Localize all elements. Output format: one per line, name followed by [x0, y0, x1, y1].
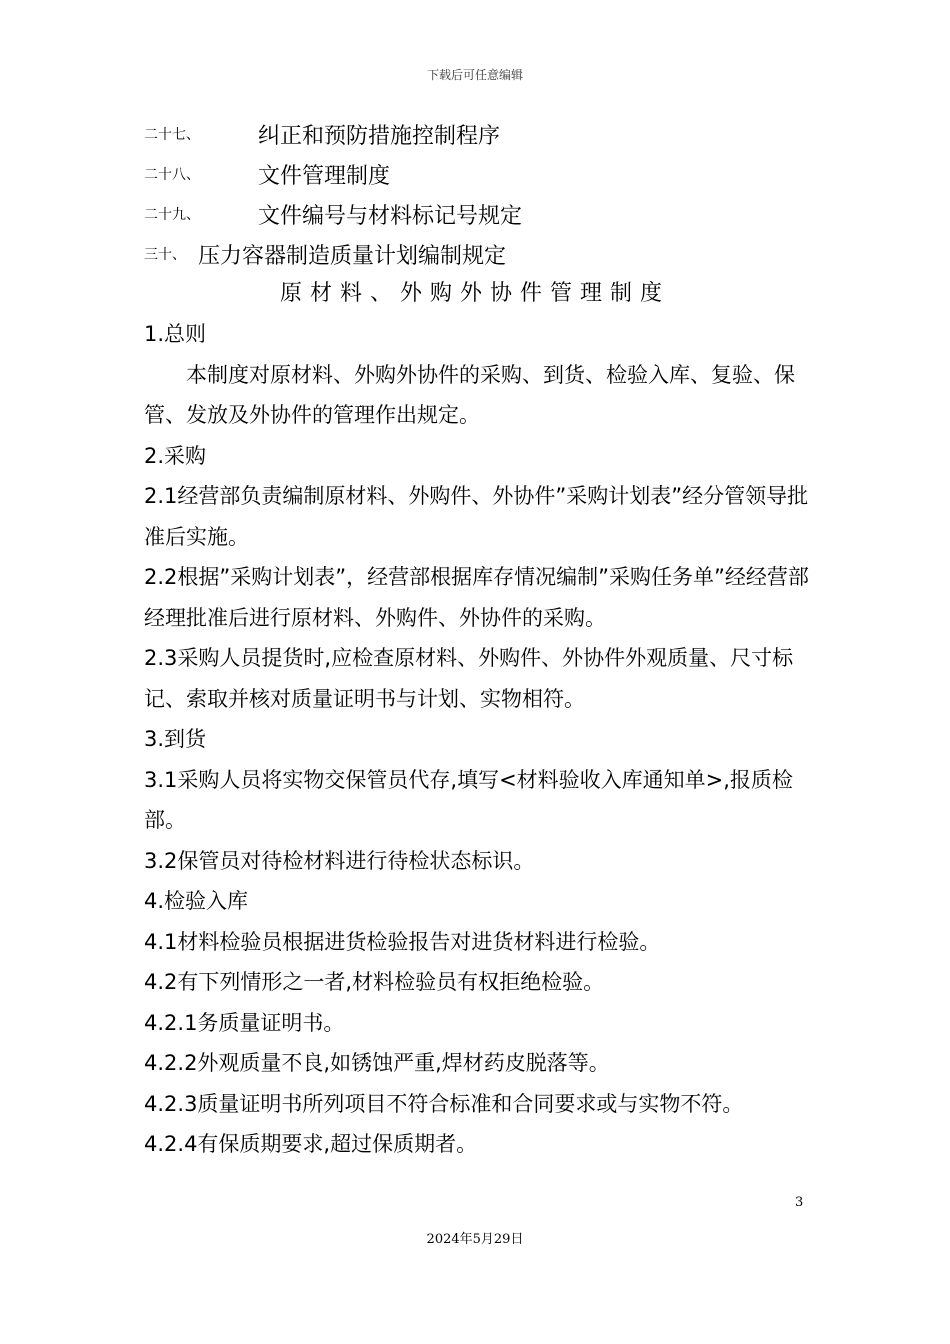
- paragraph: 4.2有下列情形之一者,材料检验员有权拒绝检验。: [144, 970, 605, 994]
- toc-item-number: 二十八、: [144, 167, 200, 183]
- paragraph: 3.2保管员对待检材料进行待检状态标识。: [144, 848, 535, 873]
- paragraph: 4.1材料检验员根据进货检验报告对进货材料进行检验。: [144, 929, 661, 954]
- page-footer-date: 2024年5月29日: [426, 1232, 524, 1247]
- document-body: [144, 314, 814, 1165]
- section-heading: 4.检验入库: [144, 889, 249, 913]
- toc-item-title: 纠正和预防措施控制程序: [258, 123, 501, 149]
- toc-item-number: 二十七、: [144, 127, 200, 143]
- page-header: 下载后可任意编辑: [426, 68, 523, 82]
- paragraph: 4.2.2外观质量不良,如锈蚀严重,焊材药皮脱落等。: [144, 1051, 610, 1075]
- paragraph: 4.2.1务质量证明书。: [144, 1010, 345, 1035]
- section-heading: 2.采购: [144, 443, 207, 468]
- paragraph: 2.2根据”采购计划表”，经营部根据库存情况编制”采购任务单”经经营部经理批准后进行原材料、外购件、外协件的采购。: [144, 565, 809, 630]
- toc-item: [144, 234, 824, 274]
- paragraph: 本制度对原材料、外购外协件的采购、到货、检验入库、复验、保管、发放及外协件的管理作出规定。: [144, 362, 795, 427]
- toc-item-title: 文件编号与材料标记号规定: [258, 203, 523, 229]
- section-heading: 3.到货: [144, 727, 207, 751]
- table-of-contents: [144, 114, 824, 274]
- toc-item-number: 三十、: [144, 247, 186, 263]
- page-number: 3: [795, 1195, 804, 1210]
- paragraph: 4.2.3质量证明书所列项目不符合标准和合同要求或与实物不符。: [144, 1091, 744, 1116]
- paragraph: 2.1经营部负责编制原材料、外购件、外协件”采购计划表”经分管领导批准后实施。: [144, 484, 809, 549]
- paragraph: 3.1采购人员将实物交保管员代存,填写<材料验收入库通知单>,报质检部。: [144, 767, 793, 832]
- paragraph: 4.2.4有保质期要求,超过保质期者。: [144, 1132, 478, 1156]
- paragraph: 2.3采购人员提货时,应检查原材料、外购件、外协件外观质量、尺寸标记、索取并核对质量证明书与计划、实物相符。: [144, 646, 794, 711]
- document-title: 原材料、外购外协件管理制度: [279, 281, 670, 306]
- section-heading: 1.总则: [144, 322, 207, 346]
- toc-item-number: 二十九、: [144, 207, 200, 223]
- toc-item: [144, 154, 824, 194]
- toc-item-title: 压力容器制造质量计划编制规定: [198, 243, 507, 269]
- toc-item-title: 文件管理制度: [258, 163, 391, 189]
- toc-item: [144, 194, 824, 234]
- toc-item: [144, 114, 824, 154]
